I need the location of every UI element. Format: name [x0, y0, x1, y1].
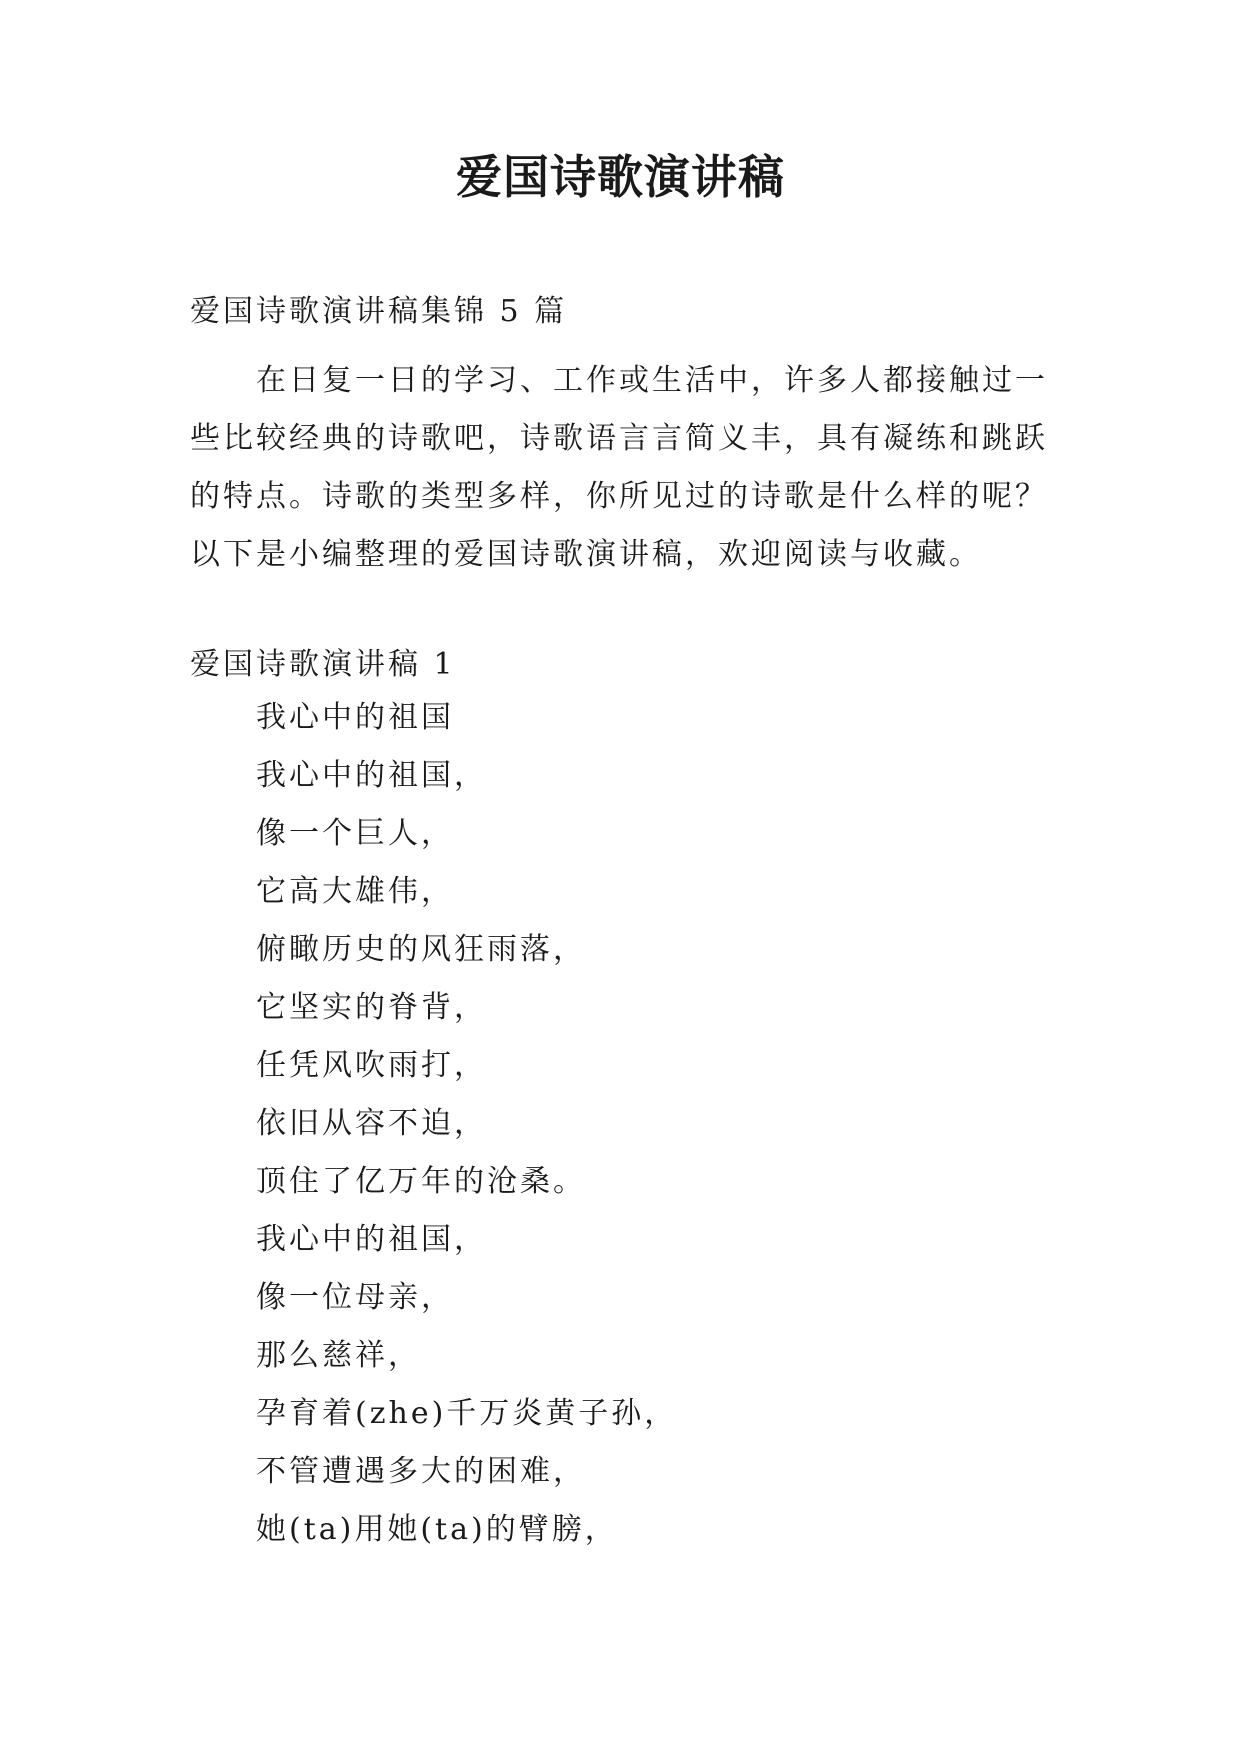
document-subtitle: 爱国诗歌演讲稿集锦 5 篇 [190, 294, 568, 329]
poem-line: 我心中的祖国， [256, 758, 487, 793]
poem-line: 它高大雄伟， [256, 874, 454, 909]
poem-line: 那么慈祥， [256, 1338, 421, 1373]
intro-line: 以下是小编整理的爱国诗歌演讲稿，欢迎阅读与收藏。 [190, 537, 982, 572]
poem-line: 不管遭遇多大的困难， [256, 1454, 586, 1489]
intro-line: 些比较经典的诗歌吧，诗歌语言言简义丰，具有凝练和跳跃 [190, 421, 1048, 456]
poem-line: 它坚实的脊背， [256, 990, 487, 1025]
intro-paragraph [190, 352, 1085, 584]
intro-line: 的特点。诗歌的类型多样，你所见过的诗歌是什么样的呢？ [190, 479, 1048, 514]
poem-line: 她(ta)用她(ta)的臂膀， [256, 1512, 618, 1547]
poem-title: 我心中的祖国 [256, 700, 454, 735]
poem-line: 像一位母亲， [256, 1280, 454, 1315]
poem-line: 任凭风吹雨打， [256, 1048, 487, 1083]
intro-line: 在日复一日的学习、工作或生活中，许多人都接触过一 [256, 363, 1048, 398]
poem-line: 孕育着(zhe)千万炎黄子孙， [256, 1396, 678, 1431]
poem-line: 依旧从容不迫， [256, 1106, 487, 1141]
poem-line: 俯瞰历史的风狂雨落， [256, 932, 586, 967]
poem-line: 我心中的祖国， [256, 1222, 487, 1257]
poem [256, 698, 677, 1568]
document-title: 爱国诗歌演讲稿 [456, 150, 785, 204]
section-heading: 爱国诗歌演讲稿 1 [190, 647, 456, 682]
poem-line: 顶住了亿万年的沧桑。 [256, 1164, 586, 1199]
poem-line: 像一个巨人， [256, 816, 454, 851]
